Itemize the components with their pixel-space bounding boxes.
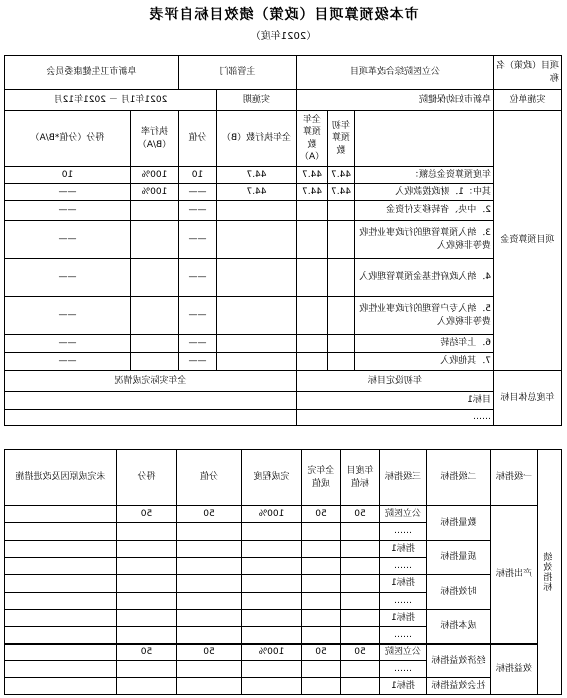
funds-weight: —— — [178, 335, 216, 353]
goal-planned-header: 年初设定目标 — [297, 371, 494, 392]
funds-annual — [297, 297, 328, 335]
perf-row — [5, 506, 562, 523]
funds-weight: —— — [178, 201, 216, 221]
funds-annual — [297, 201, 328, 221]
funds-row — [4, 221, 561, 259]
funds-rate — [130, 259, 178, 297]
project-name-value: 公立医院综合改革项目 — [297, 56, 494, 90]
funds-row — [4, 297, 561, 335]
funds-row — [4, 184, 561, 201]
funds-row-label: 2．中央、省转移支付资金 — [355, 201, 494, 221]
dept-value: 阜新市卫生健康委员会 — [4, 56, 178, 90]
funds-rate — [130, 201, 178, 221]
funds-row-label: 7．其他收入 — [355, 353, 494, 371]
degree-value: 100% — [242, 506, 302, 523]
degree-header: 完成程度 — [242, 450, 302, 506]
actual-value: 50 — [302, 644, 341, 661]
period-value: 2021年1月 － 2021年12月 — [4, 90, 216, 111]
funds-score: —— — [4, 335, 130, 353]
goal-actual-header: 全年实际完成情况 — [4, 371, 296, 392]
weight-value: 50 — [177, 506, 242, 523]
target-header: 年度目标值 — [341, 450, 380, 506]
funds-rate: 100% — [130, 184, 178, 201]
funds-initial: 44.7 — [328, 167, 355, 184]
rate-header: 执行率（B/A） — [130, 111, 178, 167]
indicator-1: 指标1 — [380, 541, 427, 558]
score-header: 得分 — [117, 450, 177, 506]
funds-initial — [328, 297, 355, 335]
time-label: 时效指标 — [427, 575, 491, 610]
funds-row-label: 6．上年结转 — [355, 335, 494, 353]
funds-row — [4, 167, 561, 184]
goal-section-label: 年度总体目标 — [494, 371, 562, 426]
score-header: 得分（分值*B/A） — [4, 111, 130, 167]
target-value: 50 — [341, 506, 380, 523]
project-name-label: 项目（政策）名称 — [494, 56, 562, 90]
goal-dots: …… — [297, 410, 494, 426]
funds-executed — [217, 335, 297, 353]
weight-value: 50 — [177, 644, 242, 661]
funds-score: —— — [4, 221, 130, 259]
weight-header: 分值 — [178, 111, 216, 167]
funds-rate — [130, 297, 178, 335]
reason-header: 未完成原因及改进措施 — [5, 450, 117, 506]
funds-section-label: 项目预算资金 — [494, 111, 562, 371]
budget-table — [4, 55, 562, 426]
funds-row — [4, 201, 561, 221]
output-label: 产出指标 — [491, 506, 538, 644]
level1-header: 一级指标 — [491, 450, 538, 506]
funds-rate — [130, 353, 178, 371]
funds-weight: —— — [178, 297, 216, 335]
funds-score: —— — [4, 201, 130, 221]
funds-annual — [297, 353, 328, 371]
perf-row — [5, 610, 562, 627]
executed-header: 全年执行数（B） — [217, 111, 297, 167]
funds-row-label: 年度预算资金总额： — [355, 167, 494, 184]
initial-header: 年初预算数 — [328, 111, 355, 167]
funds-annual: 44.7 — [297, 184, 328, 201]
info-row-project — [4, 56, 561, 90]
perf-header-row — [5, 450, 562, 506]
dept-label: 主管部门 — [178, 56, 296, 90]
target-value: 50 — [341, 644, 380, 661]
metric-name: 公立医院 — [380, 506, 427, 523]
funds-rate — [130, 221, 178, 259]
funds-initial: 44.7 — [328, 184, 355, 201]
level3-header: 三级指标 — [380, 450, 427, 506]
reason-cell — [5, 506, 117, 523]
funds-executed — [217, 297, 297, 335]
funds-initial — [328, 259, 355, 297]
social-label: 社会效益指标 — [427, 678, 491, 695]
funds-annual — [297, 259, 328, 297]
level2-header: 二级指标 — [427, 450, 491, 506]
funds-weight: —— — [178, 259, 216, 297]
funds-row-label: 其中：1．财政拨款收入 — [355, 184, 494, 201]
funds-executed — [217, 221, 297, 259]
funds-executed — [217, 201, 297, 221]
indicator-dots: …… — [380, 627, 427, 644]
metric-name: 公立医院 — [380, 644, 427, 661]
perf-row — [5, 644, 562, 661]
annual-header: 全年预算数（A） — [297, 111, 328, 167]
score-value: 50 — [117, 506, 177, 523]
funds-weight: 10 — [178, 167, 216, 184]
quality-label: 质量指标 — [427, 541, 491, 575]
indicator-1: 指标1 — [380, 575, 427, 593]
weight-header: 分值 — [177, 450, 242, 506]
indicator-1: 指标1 — [380, 610, 427, 627]
funds-score: —— — [4, 259, 130, 297]
goal-actual-1 — [4, 392, 296, 410]
funds-row — [4, 335, 561, 353]
funds-executed — [217, 353, 297, 371]
funds-header-row — [4, 111, 561, 167]
goal-row — [4, 410, 561, 426]
funds-initial — [328, 353, 355, 371]
funds-row-label: 3．纳入预算管理的行政事业性收费等非税收入 — [355, 221, 494, 259]
funds-initial — [328, 201, 355, 221]
funds-row-label: 4．纳入政府性基金预算管理收入 — [355, 259, 494, 297]
funds-annual: 44.7 — [297, 167, 328, 184]
perf-row — [5, 575, 562, 593]
document-title: 市本级预算项目（政策）绩效目标自评表 — [148, 7, 419, 23]
funds-row — [4, 259, 561, 297]
performance-table — [4, 449, 562, 695]
quantity-label: 数量指标 — [427, 506, 491, 541]
funds-rate — [130, 335, 178, 353]
funds-score: —— — [4, 353, 130, 371]
actual-header: 全年完成值 — [302, 450, 341, 506]
score-value: 50 — [117, 644, 177, 661]
unit-value: 阜新市妇幼保健院 — [297, 90, 494, 111]
period-label: 实施期 — [217, 90, 297, 111]
document-year: （2021年度） — [250, 31, 317, 42]
funds-rate: 100% — [130, 167, 178, 184]
economic-label: 经济效益指标 — [427, 644, 491, 678]
funds-weight: —— — [178, 353, 216, 371]
funds-initial — [328, 221, 355, 259]
reason-cell — [5, 644, 117, 661]
goal-actual-2 — [4, 410, 296, 426]
funds-weight: —— — [178, 184, 216, 201]
indicator-dots: …… — [380, 558, 427, 575]
funds-score: —— — [4, 184, 130, 201]
unit-label: 实施单位 — [494, 90, 562, 111]
funds-annual — [297, 221, 328, 259]
goal-row — [4, 392, 561, 410]
funds-executed: 44.7 — [217, 184, 297, 201]
actual-value: 50 — [302, 506, 341, 523]
funds-executed: 44.7 — [217, 167, 297, 184]
funds-executed — [217, 259, 297, 297]
funds-row-label: 5．纳入专户管理的行政事业性收费等非税收入 — [355, 297, 494, 335]
funds-annual — [297, 335, 328, 353]
cost-label: 成本指标 — [427, 610, 491, 644]
funds-initial — [328, 335, 355, 353]
perf-row — [5, 541, 562, 558]
funds-label-header — [355, 111, 494, 167]
goal-header-row — [4, 371, 561, 392]
indicator-dots: …… — [380, 593, 427, 610]
degree-value: 100% — [242, 644, 302, 661]
funds-row — [4, 353, 561, 371]
funds-score: 10 — [4, 167, 130, 184]
indicator-1: 指标1 — [380, 678, 427, 695]
perf-section-label: 绩效指标 — [538, 450, 562, 695]
goal-item-1: 目标1 — [297, 392, 494, 410]
perf-row — [5, 678, 562, 695]
info-row-unit — [4, 90, 561, 111]
funds-weight: —— — [178, 221, 216, 259]
indicator-dots: …… — [380, 523, 427, 541]
indicator-dots: …… — [380, 661, 427, 678]
benefit-label: 效益指标 — [491, 644, 538, 695]
funds-score: —— — [4, 297, 130, 335]
